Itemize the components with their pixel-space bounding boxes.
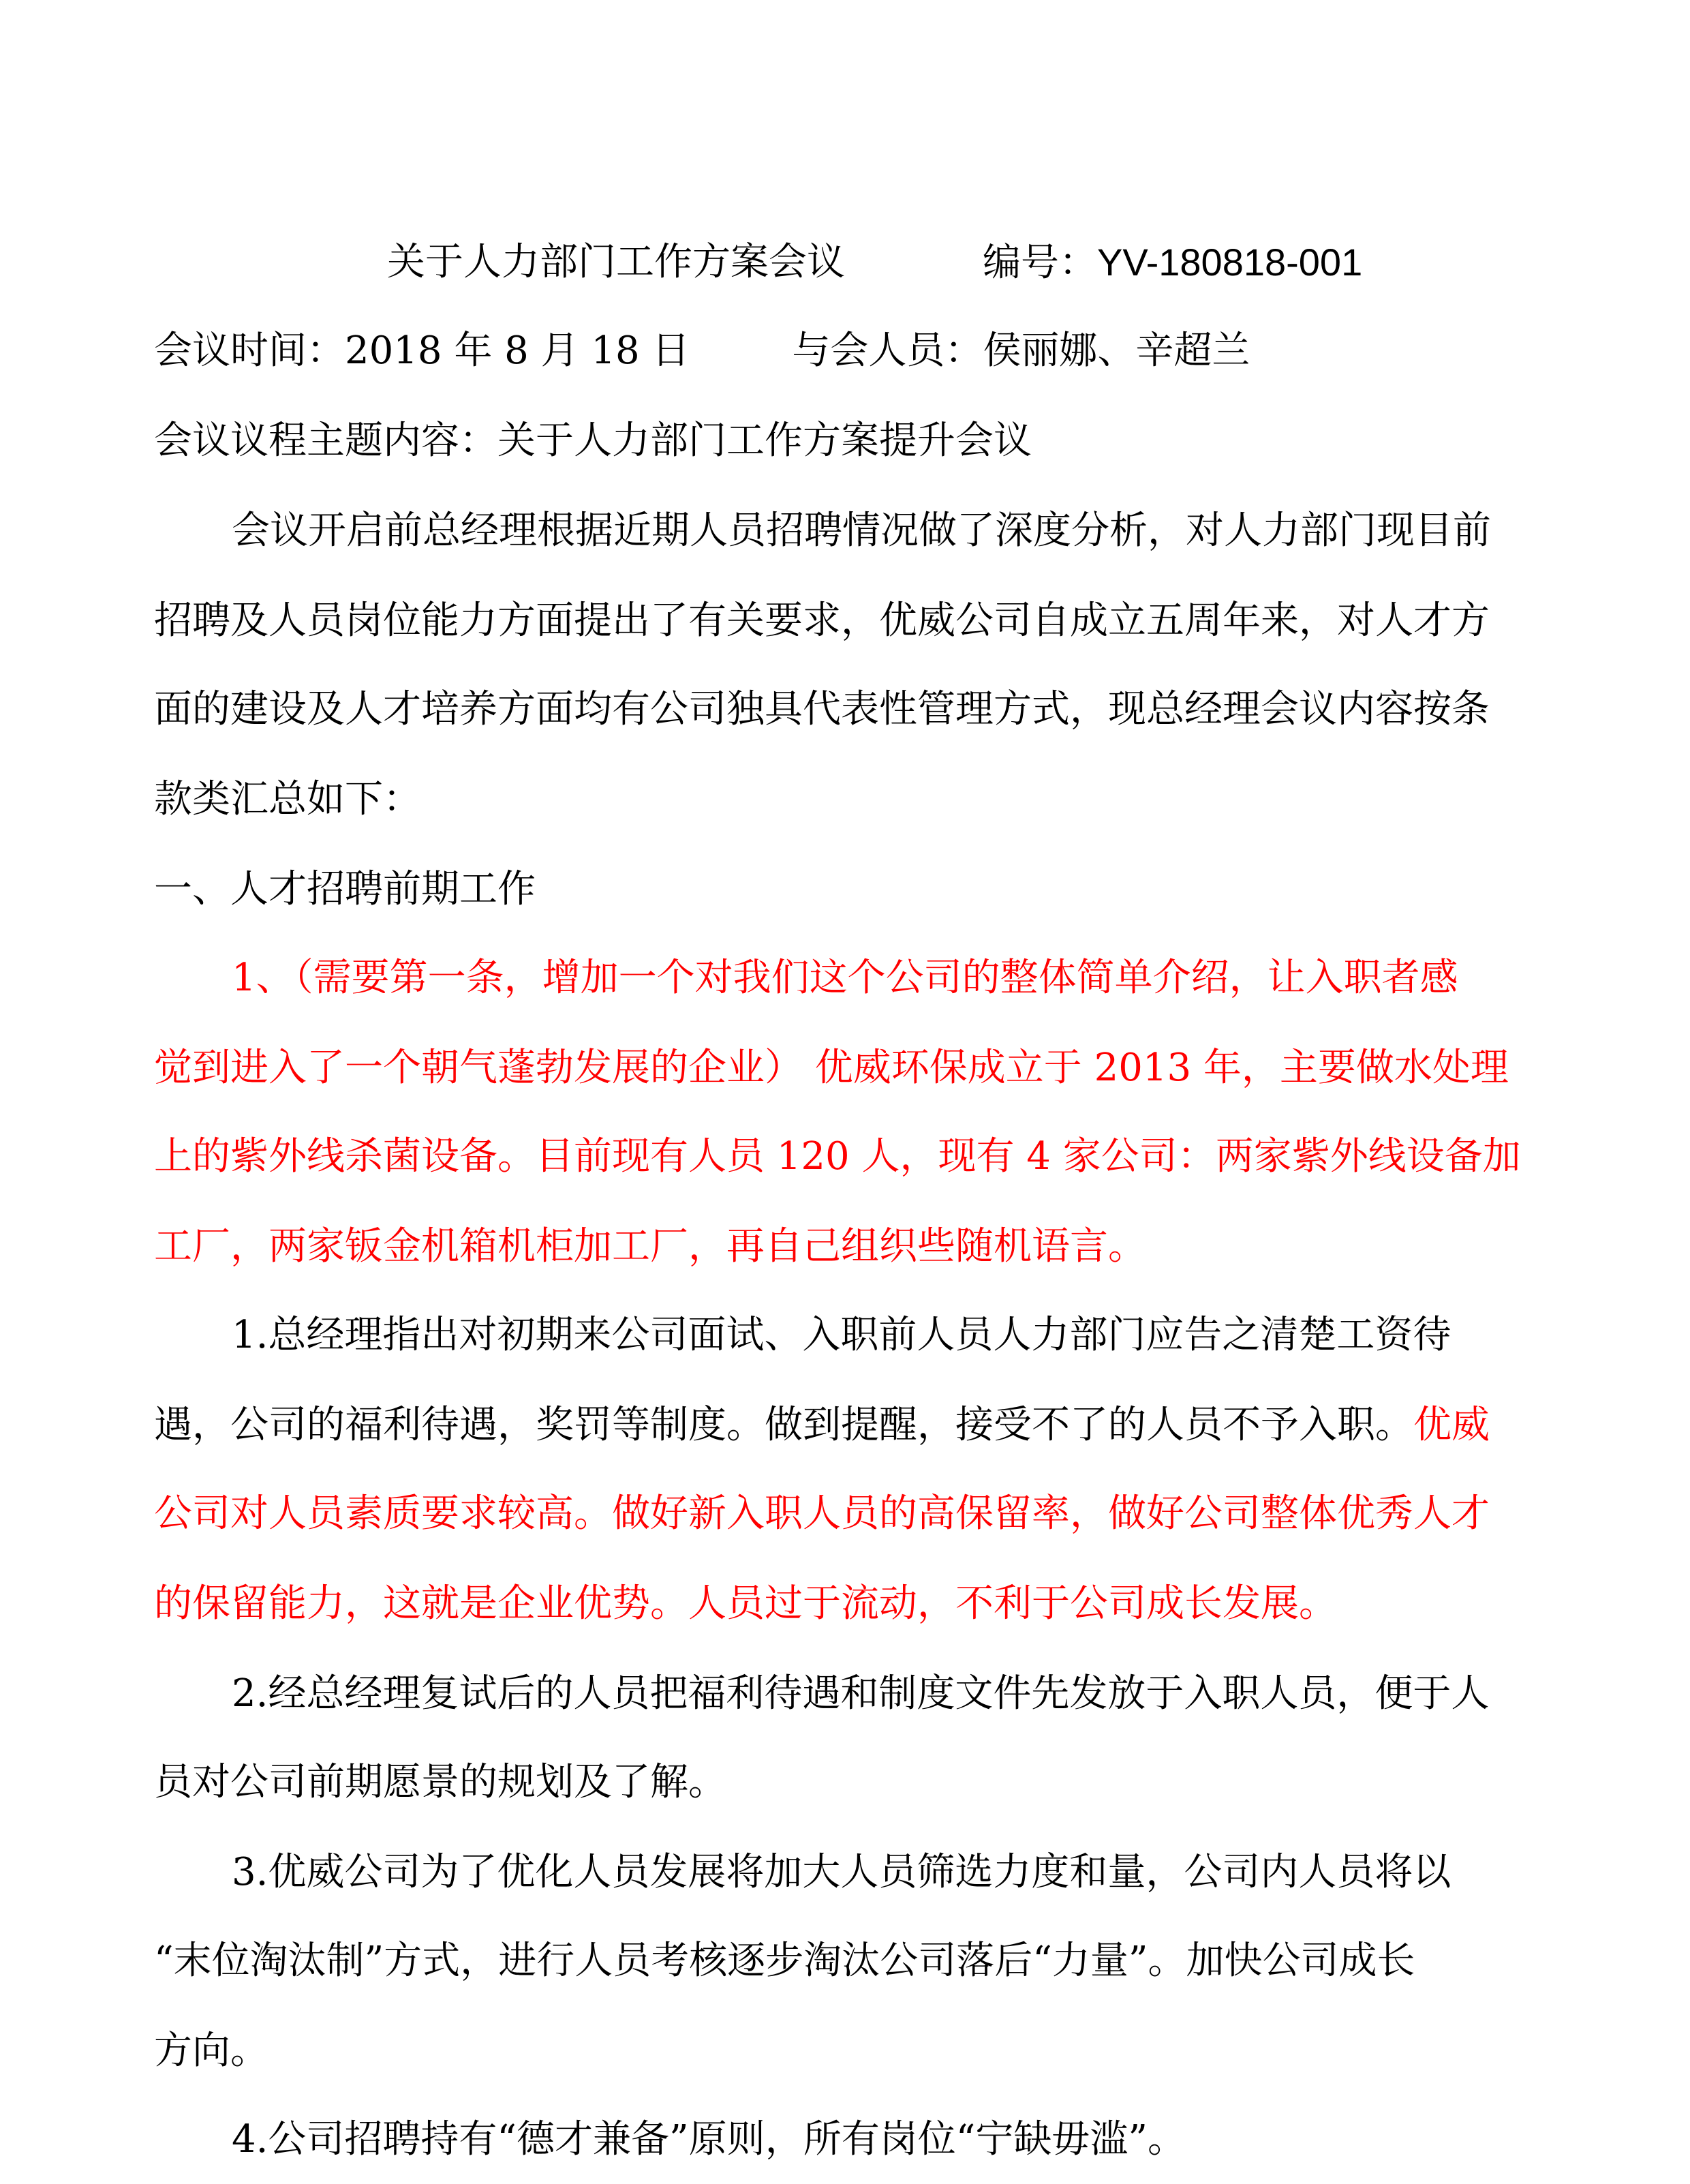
item1-line — [154, 1401, 1490, 1449]
code-label: 编号： — [983, 241, 1097, 285]
meeting-time-line — [154, 327, 1250, 375]
intro-line: 款类汇总如下： — [154, 777, 421, 821]
section-heading: 一、人才招聘前期工作 — [154, 867, 536, 911]
document-title: 关于人力部门工作方案会议 — [387, 240, 845, 284]
document-code — [983, 239, 1362, 287]
meeting-time: 会议时间：2018 年 8 月 18 日 — [154, 329, 690, 373]
note-line: 工厂，两家钣金机箱机柜加工厂，再自己组织些随机语言。 — [154, 1224, 1146, 1269]
item3-line: 方向。 — [154, 2029, 268, 2073]
item2-line: 员对公司前期愿景的规划及了解。 — [154, 1760, 726, 1804]
note-line: 1、（需要第一条，增加一个对我们这个公司的整体简单介绍，让入职者感 — [232, 956, 1458, 1000]
item1-red-text: 优威 — [1413, 1403, 1490, 1447]
item1-line: 公司对人员素质要求较高。做好新入职人员的高保留率，做好公司整体优秀人才 — [154, 1491, 1490, 1536]
item3-line: “末位淘汰制”方式，进行人员考核逐步淘汰公司落后“力量”。加快公司成长 — [154, 1939, 1415, 1983]
agenda-line: 会议议程主题内容：关于人力部门工作方案提升会议 — [154, 419, 1032, 463]
note-line: 上的紫外线杀菌设备。目前现有人员 120 人，现有 4 家公司：两家紫外线设备加 — [154, 1134, 1521, 1179]
item1-black-text: 遇，公司的福利待遇，奖罚等制度。做到提醒，接受不了的人员不予入职。 — [154, 1403, 1413, 1447]
note-line: 觉到进入了一个朝气蓬勃发展的企业） 优威环保成立于 2013 年，主要做水处理 — [154, 1046, 1509, 1090]
code-value: YV-180818-001 — [1097, 241, 1363, 284]
item3-line: 3.优威公司为了优化人员发展将加大人员筛选力度和量，公司内人员将以 — [232, 1850, 1451, 1894]
item4-line: 4.公司招聘持有“德才兼备”原则，所有岗位“宁缺毋滥”。 — [232, 2117, 1186, 2162]
attendees: 与会人员：侯丽娜、辛超兰 — [792, 329, 1250, 373]
intro-line: 面的建设及人才培养方面均有公司独具代表性管理方式，现总经理会议内容按条 — [154, 687, 1490, 731]
intro-line: 会议开启前总经理根据近期人员招聘情况做了深度分析，对人力部门现目前 — [232, 509, 1491, 553]
intro-line: 招聘及人员岗位能力方面提出了有关要求，优威公司自成立五周年来，对人才方 — [154, 598, 1490, 643]
item2-line: 2.经总经理复试后的人员把福利待遇和制度文件先发放于入职人员，便于人 — [232, 1671, 1490, 1716]
item1-line: 1.总经理指出对初期来公司面试、入职前人员人力部门应告之清楚工资待 — [232, 1313, 1451, 1357]
item1-line: 的保留能力，这就是企业优势。人员过于流动，不利于公司成长发展。 — [154, 1581, 1337, 1626]
